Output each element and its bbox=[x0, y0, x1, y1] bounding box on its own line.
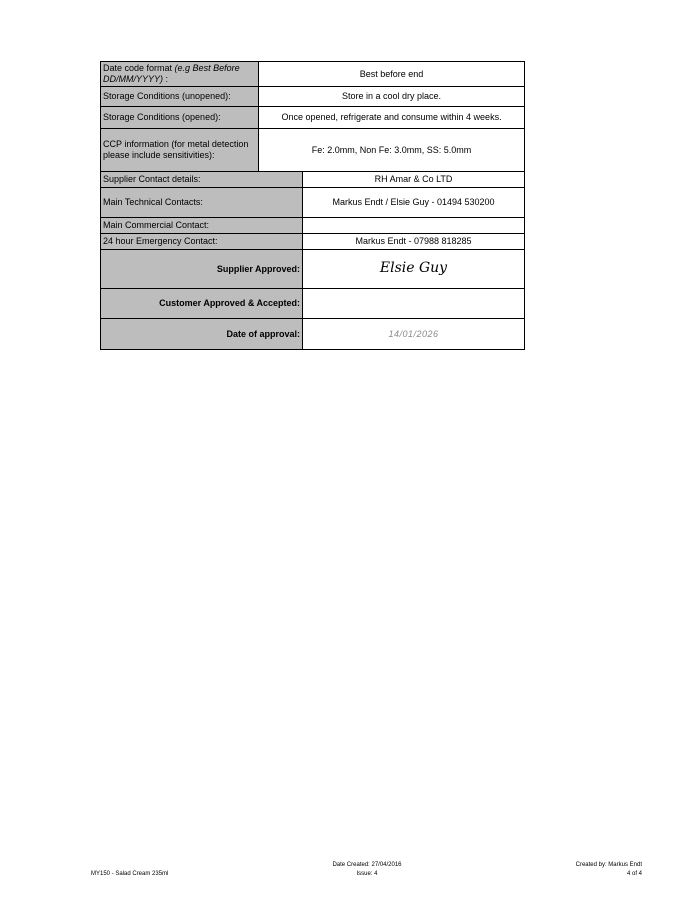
table-row bbox=[101, 250, 525, 289]
ccp-value: Fe: 2.0mm, Non Fe: 3.0mm, SS: 5.0mm bbox=[259, 129, 525, 172]
emergency-contact-value: Markus Endt - 07988 818285 bbox=[303, 234, 525, 250]
footer-date-created: Date Created: 27/04/2016 bbox=[332, 862, 402, 868]
footer-right bbox=[540, 861, 642, 879]
customer-approved-value bbox=[303, 289, 525, 319]
footer-created-by: Created by: Markus Endt bbox=[575, 862, 642, 868]
footer-product: MY150 - Salad Cream 235ml bbox=[91, 871, 169, 877]
storage-opened-value: Once opened, refrigerate and consume within 4 weeks. bbox=[259, 107, 525, 129]
supplier-approved-label: Supplier Approved: bbox=[101, 250, 303, 289]
table-row bbox=[101, 188, 525, 218]
table-row bbox=[101, 289, 525, 319]
table-row bbox=[101, 87, 525, 107]
date-code-value: Best before end bbox=[259, 62, 525, 87]
customer-approved-label: Customer Approved & Accepted: bbox=[101, 289, 303, 319]
storage-unopened-label: Storage Conditions (unopened): bbox=[101, 87, 259, 107]
spec-table bbox=[100, 61, 525, 350]
supplier-signature-cell bbox=[303, 250, 525, 289]
table-row bbox=[101, 62, 525, 87]
approval-date-cell bbox=[303, 319, 525, 350]
approval-date: 14/01/2026 bbox=[388, 328, 439, 339]
table-row bbox=[101, 172, 525, 188]
ccp-label: CCP information (for metal detection please include sensitivities): bbox=[101, 129, 259, 172]
footer-center bbox=[300, 861, 434, 879]
approval-date-label: Date of approval: bbox=[101, 319, 303, 350]
storage-opened-label: Storage Conditions (opened): bbox=[101, 107, 259, 129]
emergency-contact-label: 24 hour Emergency Contact: bbox=[101, 234, 303, 250]
footer-issue: Issue: 4 bbox=[356, 871, 378, 877]
supplier-contact-label: Supplier Contact details: bbox=[101, 172, 303, 188]
technical-contact-value: Markus Endt / Elsie Guy - 01494 530200 bbox=[303, 188, 525, 218]
date-code-label: Date code format (e.g Best Before DD/MM/YYYY) : bbox=[101, 62, 259, 87]
commercial-contact-label: Main Commercial Contact: bbox=[101, 218, 303, 234]
commercial-contact-value bbox=[303, 218, 525, 234]
table-row bbox=[101, 234, 525, 250]
table-row bbox=[101, 107, 525, 129]
table-row bbox=[101, 129, 525, 172]
table-row bbox=[101, 218, 525, 234]
storage-unopened-value: Store in a cool dry place. bbox=[259, 87, 525, 107]
signature: Elsie Guy bbox=[379, 260, 448, 276]
footer-page-number: 4 of 4 bbox=[626, 871, 642, 877]
technical-contact-label: Main Technical Contacts: bbox=[101, 188, 303, 218]
spec-sheet bbox=[100, 61, 524, 350]
table-row bbox=[101, 319, 525, 350]
supplier-contact-value: RH Amar & Co LTD bbox=[303, 172, 525, 188]
